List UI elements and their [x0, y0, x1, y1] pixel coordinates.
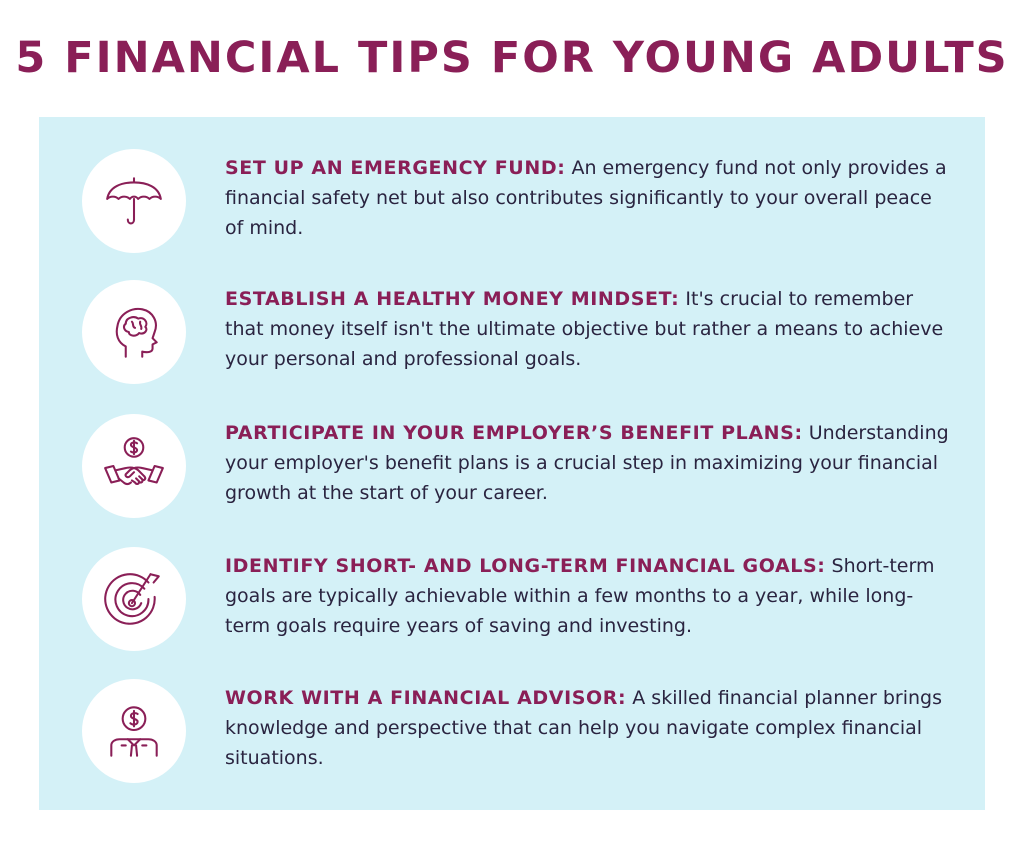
handshake-dollar-icon [82, 414, 186, 518]
tip-body: A skilled financial planner brings knowledge and perspective that can help you navigate complex financial situations. [225, 687, 942, 769]
tip-text [225, 418, 955, 508]
tip-body: Short-term goals are typically achievable within a few months to a year, while long-term goals require years of saving and investing. [225, 555, 935, 637]
page-title: 5 FINANCIAL TIPS FOR YOUNG ADULTS [15, 33, 1009, 83]
tip-text [225, 683, 955, 773]
tip-body: An emergency fund not only provides a financial safety net but also contributes significantly to your overall peace of mind. [225, 157, 947, 239]
target-flag-icon [82, 547, 186, 651]
tip-heading: ESTABLISH A HEALTHY MONEY MINDSET: [225, 288, 680, 310]
tip-emergency-fund [39, 149, 985, 269]
tip-body: It's crucial to remember that money itself isn't the ultimate objective but rather a means to achieve your personal and professional goals. [225, 288, 944, 370]
tips-panel [39, 117, 985, 810]
tip-financial-goals [39, 547, 985, 667]
tip-heading: PARTICIPATE IN YOUR EMPLOYER’S BENEFIT PLANS: [225, 422, 803, 444]
tip-text [225, 284, 955, 374]
tip-money-mindset [39, 280, 985, 400]
tip-text [225, 153, 955, 243]
financial-advisor-icon [82, 679, 186, 783]
tip-heading: SET UP AN EMERGENCY FUND: [225, 157, 566, 179]
tip-heading: WORK WITH A FINANCIAL ADVISOR: [225, 687, 627, 709]
tip-benefit-plans [39, 414, 985, 534]
tip-text [225, 551, 955, 641]
umbrella-icon [82, 149, 186, 253]
tip-body: Understanding your employer's benefit plans is a crucial step in maximizing your financial growth at the start of your career. [225, 422, 949, 504]
brain-head-icon [82, 280, 186, 384]
tip-heading: IDENTIFY SHORT- AND LONG-TERM FINANCIAL GOALS: [225, 555, 826, 577]
tip-financial-advisor [39, 679, 985, 799]
